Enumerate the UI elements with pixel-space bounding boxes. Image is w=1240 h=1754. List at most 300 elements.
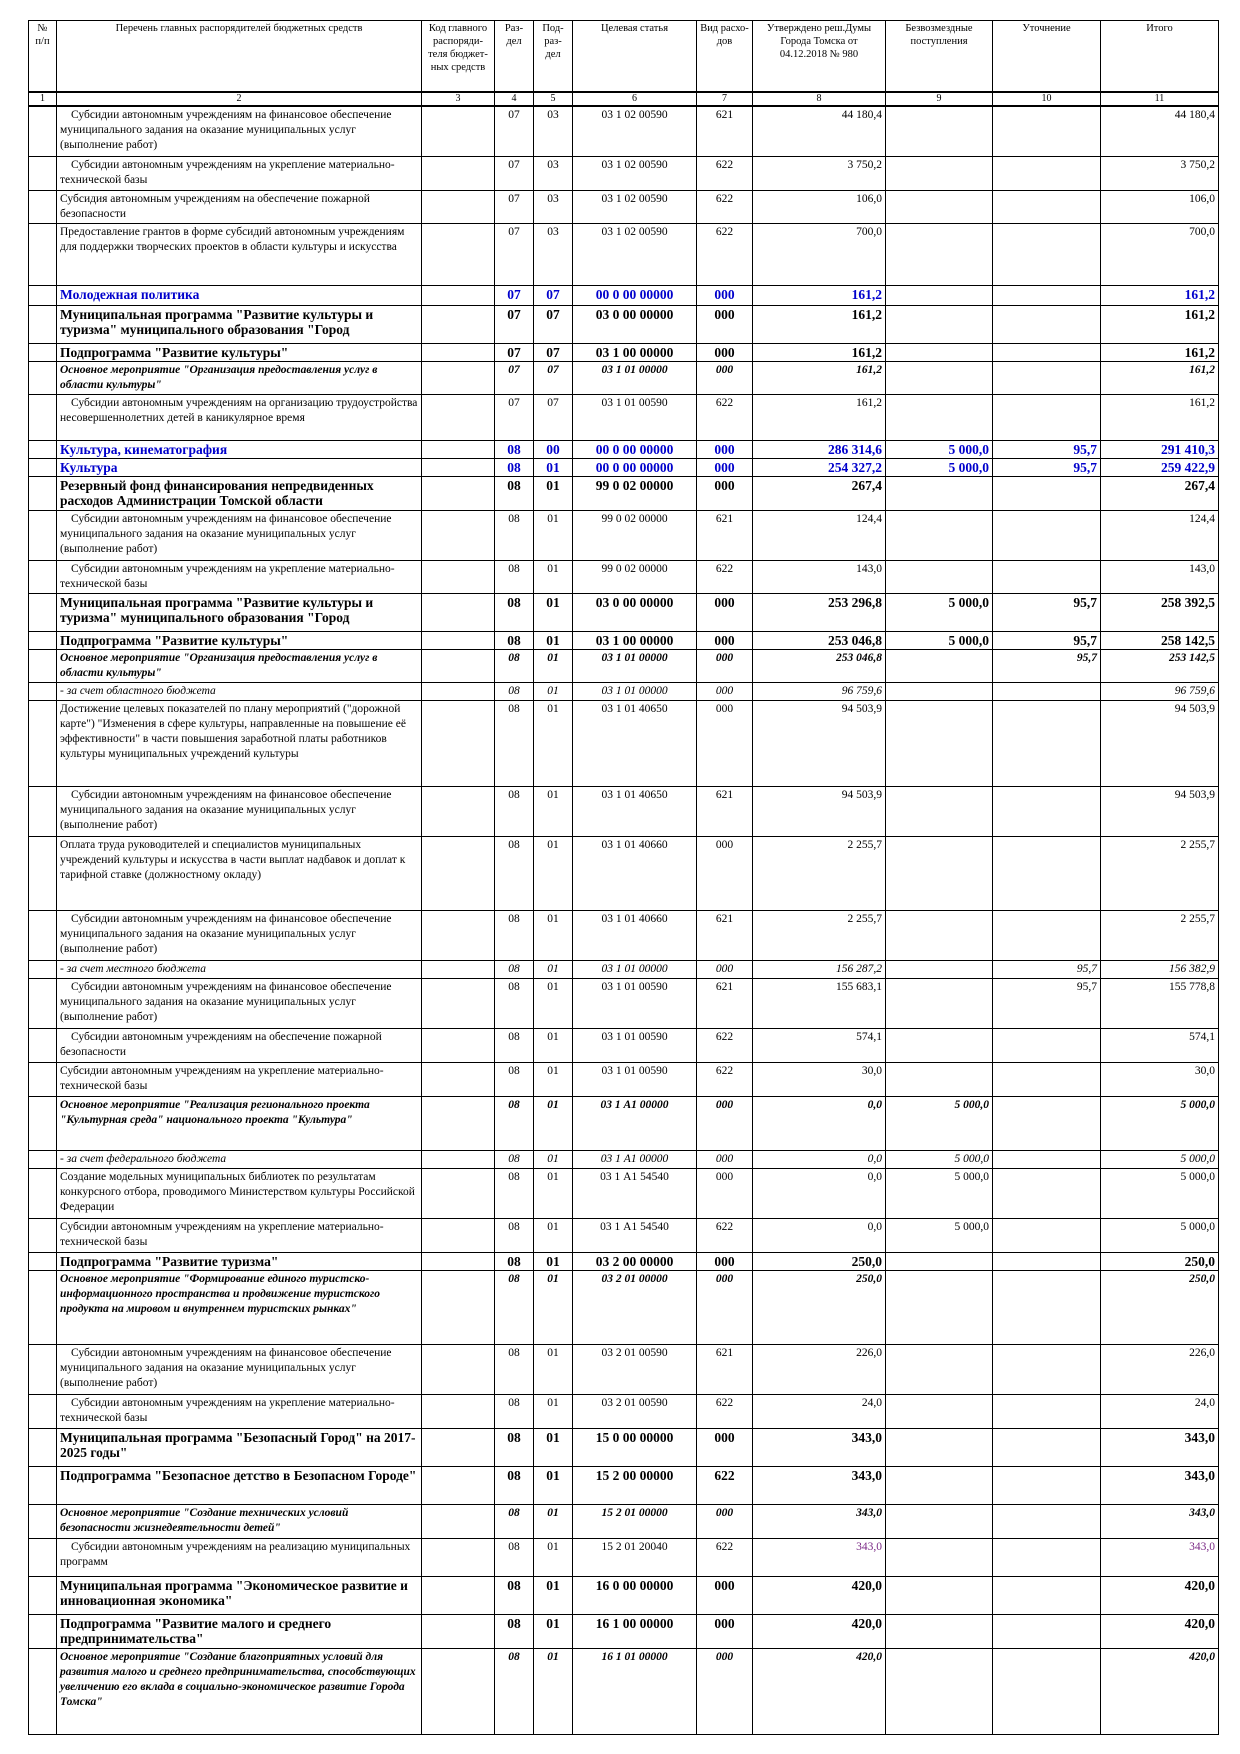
table-row [29,190,1219,223]
row-podrazdel: 01 [534,1504,573,1538]
header-index: № п/п [29,21,57,93]
row-podrazdel: 01 [534,1150,573,1168]
row-approved: 250,0 [753,1252,886,1270]
row-adjustment: 95,7 [993,593,1101,631]
row-name: Основное мероприятие "Создание благоприятных условий для развития малого и среднего предпринимательства, способствующих увеличению его вклада в социально-экономическое развитие Города Томска" [57,1648,422,1734]
row-total: 259 422,9 [1101,458,1219,476]
row-expense-type: 622 [697,560,753,593]
row-total: 250,0 [1101,1252,1219,1270]
row-code [422,786,495,836]
row-target: 03 1 02 00590 [573,190,697,223]
row-target: 03 1 А1 54540 [573,1168,697,1218]
row-name: Подпрограмма "Безопасное детство в Безопасном Городе" [57,1466,422,1504]
row-podrazdel: 07 [534,361,573,394]
row-grants [886,1344,993,1394]
row-code [422,910,495,960]
row-approved: 143,0 [753,560,886,593]
row-adjustment [993,836,1101,910]
row-adjustment [993,343,1101,361]
row-adjustment [993,285,1101,305]
row-code [422,343,495,361]
row-expense-type: 622 [697,1538,753,1576]
row-grants [886,510,993,560]
table-row [29,440,1219,458]
row-target: 00 0 00 00000 [573,440,697,458]
row-code [422,631,495,649]
table-row [29,1428,1219,1466]
row-expense-type: 000 [697,700,753,786]
row-razdel: 08 [495,836,534,910]
row-name: Культура, кинематография [57,440,422,458]
row-approved: 700,0 [753,223,886,285]
row-code [422,1576,495,1614]
row-grants: 5 000,0 [886,1218,993,1252]
row-approved: 3 750,2 [753,156,886,190]
row-index [29,343,57,361]
row-total: 30,0 [1101,1062,1219,1096]
row-code [422,1466,495,1504]
table-row [29,305,1219,343]
row-approved: 30,0 [753,1062,886,1096]
row-adjustment [993,910,1101,960]
row-code [422,1428,495,1466]
row-code [422,1150,495,1168]
row-grants [886,1538,993,1576]
row-approved: 161,2 [753,361,886,394]
row-target: 03 1 02 00590 [573,223,697,285]
row-target: 03 1 01 00000 [573,682,697,700]
row-approved: 0,0 [753,1096,886,1150]
row-code [422,649,495,682]
row-index [29,1648,57,1734]
row-name: - за счет местного бюджета [57,960,422,978]
row-adjustment [993,1428,1101,1466]
table-row [29,1648,1219,1734]
row-approved: 96 759,6 [753,682,886,700]
row-approved: 94 503,9 [753,786,886,836]
row-adjustment [993,190,1101,223]
row-expense-type: 000 [697,1150,753,1168]
row-approved: 2 255,7 [753,910,886,960]
row-target: 03 1 01 00000 [573,960,697,978]
row-target: 15 2 01 20040 [573,1538,697,1576]
row-razdel: 08 [495,1168,534,1218]
row-code [422,1028,495,1062]
row-code [422,190,495,223]
row-total: 24,0 [1101,1394,1219,1428]
row-total: 106,0 [1101,190,1219,223]
row-index [29,361,57,394]
row-razdel: 08 [495,1538,534,1576]
row-podrazdel: 01 [534,1168,573,1218]
row-podrazdel: 01 [534,649,573,682]
row-target: 15 2 01 00000 [573,1504,697,1538]
row-target: 03 1 01 40650 [573,700,697,786]
row-code [422,394,495,440]
row-grants [886,978,993,1028]
row-podrazdel: 03 [534,223,573,285]
row-name: - за счет областного бюджета [57,682,422,700]
row-total: 291 410,3 [1101,440,1219,458]
row-podrazdel: 01 [534,476,573,510]
row-adjustment: 95,7 [993,960,1101,978]
row-grants: 5 000,0 [886,458,993,476]
row-adjustment [993,1252,1101,1270]
row-expense-type: 621 [697,106,753,156]
row-approved: 155 683,1 [753,978,886,1028]
row-index [29,285,57,305]
row-code [422,593,495,631]
table-row [29,1168,1219,1218]
table-row [29,510,1219,560]
row-grants: 5 000,0 [886,1096,993,1150]
table-row [29,1270,1219,1344]
row-total: 343,0 [1101,1466,1219,1504]
row-razdel: 08 [495,458,534,476]
row-approved: 161,2 [753,285,886,305]
row-total: 124,4 [1101,510,1219,560]
column-number: 11 [1101,92,1219,106]
row-adjustment [993,1614,1101,1648]
row-razdel: 07 [495,343,534,361]
row-razdel: 07 [495,190,534,223]
row-name: Субсидии автономным учреждениям на укрепление материально-технической базы [57,1394,422,1428]
row-expense-type: 621 [697,1344,753,1394]
column-number: 1 [29,92,57,106]
row-grants: 5 000,0 [886,1150,993,1168]
row-target: 03 1 01 00000 [573,361,697,394]
row-podrazdel: 01 [534,1096,573,1150]
row-grants: 5 000,0 [886,1168,993,1218]
row-target: 03 1 01 40650 [573,786,697,836]
row-approved: 161,2 [753,394,886,440]
row-adjustment [993,510,1101,560]
row-target: 00 0 00 00000 [573,285,697,305]
row-target: 16 1 00 00000 [573,1614,697,1648]
row-total: 143,0 [1101,560,1219,593]
row-total: 343,0 [1101,1504,1219,1538]
row-code [422,458,495,476]
row-index [29,1394,57,1428]
row-name: Субсидии автономным учреждениям на финансовое обеспечение муниципального задания на оказание муниципальных услуг (выполнение работ) [57,510,422,560]
row-target: 16 1 01 00000 [573,1648,697,1734]
row-target: 03 2 01 00590 [573,1394,697,1428]
row-approved: 0,0 [753,1150,886,1168]
row-target: 03 1 А1 00000 [573,1150,697,1168]
row-name: Муниципальная программа "Безопасный Город" на 2017- 2025 годы" [57,1428,422,1466]
row-podrazdel: 01 [534,1648,573,1734]
row-razdel: 08 [495,510,534,560]
row-expense-type: 000 [697,361,753,394]
row-expense-type: 000 [697,476,753,510]
row-total: 96 759,6 [1101,682,1219,700]
row-expense-type: 621 [697,510,753,560]
row-name: Подпрограмма "Развитие культуры" [57,343,422,361]
row-podrazdel: 07 [534,285,573,305]
row-razdel: 08 [495,1270,534,1344]
row-adjustment [993,361,1101,394]
row-razdel: 07 [495,285,534,305]
row-name: Субсидии автономным учреждениям на реализацию муниципальных программ [57,1538,422,1576]
row-total: 5 000,0 [1101,1168,1219,1218]
row-code [422,1218,495,1252]
table-row [29,910,1219,960]
row-name: Основное мероприятие "Создание технических условий безопасности жизнедеятельности детей" [57,1504,422,1538]
row-podrazdel: 01 [534,1614,573,1648]
column-number: 10 [993,92,1101,106]
row-razdel: 08 [495,1648,534,1734]
row-total: 420,0 [1101,1648,1219,1734]
row-code [422,1168,495,1218]
row-approved: 106,0 [753,190,886,223]
row-expense-type: 622 [697,394,753,440]
table-row [29,476,1219,510]
row-razdel: 08 [495,593,534,631]
row-index [29,106,57,156]
row-target: 03 2 00 00000 [573,1252,697,1270]
row-total: 420,0 [1101,1576,1219,1614]
row-total: 250,0 [1101,1270,1219,1344]
row-index [29,786,57,836]
row-approved: 161,2 [753,305,886,343]
row-adjustment [993,1096,1101,1150]
row-approved: 420,0 [753,1576,886,1614]
row-index [29,1344,57,1394]
row-expense-type: 000 [697,440,753,458]
table-row [29,560,1219,593]
row-name: Субсидии автономным учреждениям на финансовое обеспечение муниципального задания на оказание муниципальных услуг (выполнение работ) [57,910,422,960]
row-name: Основное мероприятие "Реализация регионального проекта "Культурная среда" национального проекта "Культура" [57,1096,422,1150]
row-total: 2 255,7 [1101,836,1219,910]
row-adjustment [993,1538,1101,1576]
table-row [29,458,1219,476]
row-grants [886,1648,993,1734]
row-razdel: 08 [495,978,534,1028]
row-podrazdel: 01 [534,786,573,836]
row-index [29,1252,57,1270]
row-razdel: 08 [495,1252,534,1270]
row-name: Субсидия автономным учреждениям на обеспечение пожарной безопасности [57,190,422,223]
row-grants [886,1252,993,1270]
row-grants: 5 000,0 [886,631,993,649]
row-name: Резервный фонд финансирования непредвиденных расходов Администрации Томской области [57,476,422,510]
row-index [29,649,57,682]
row-name: Муниципальная программа "Развитие культуры и туризма" муниципального образования "Город [57,305,422,343]
row-target: 03 0 00 00000 [573,305,697,343]
row-approved: 24,0 [753,1394,886,1428]
row-grants [886,343,993,361]
header-total: Итого [1101,21,1219,93]
row-razdel: 08 [495,910,534,960]
row-podrazdel: 01 [534,1028,573,1062]
row-expense-type: 000 [697,305,753,343]
row-target: 03 1 02 00590 [573,106,697,156]
row-name: Достижение целевых показателей по плану мероприятий ("дорожной карте") "Изменения в сфере культуры, направленные на повышение её эффективности" в части повышения заработной платы работников культуры муниципальных учреждений культуры [57,700,422,786]
row-podrazdel: 01 [534,700,573,786]
row-adjustment [993,1150,1101,1168]
row-adjustment [993,1028,1101,1062]
row-total: 161,2 [1101,361,1219,394]
row-approved: 2 255,7 [753,836,886,910]
row-total: 161,2 [1101,305,1219,343]
row-expense-type: 622 [697,190,753,223]
row-name: Субсидии автономным учреждениям на укрепление материально-технической базы [57,1062,422,1096]
row-total: 574,1 [1101,1028,1219,1062]
row-code [422,1344,495,1394]
row-target: 99 0 02 00000 [573,476,697,510]
row-total: 161,2 [1101,343,1219,361]
header-name: Перечень главных распорядителей бюджетных средств [57,21,422,93]
row-index [29,223,57,285]
row-podrazdel: 01 [534,593,573,631]
row-adjustment [993,560,1101,593]
row-grants [886,361,993,394]
row-target: 03 1 01 40660 [573,910,697,960]
row-adjustment [993,305,1101,343]
row-razdel: 08 [495,1218,534,1252]
row-expense-type: 621 [697,978,753,1028]
row-code [422,682,495,700]
row-expense-type: 000 [697,960,753,978]
row-total: 5 000,0 [1101,1218,1219,1252]
row-expense-type: 622 [697,156,753,190]
table-row [29,1576,1219,1614]
row-expense-type: 622 [697,223,753,285]
row-expense-type: 000 [697,593,753,631]
row-grants [886,1576,993,1614]
row-expense-type: 000 [697,1614,753,1648]
row-razdel: 08 [495,476,534,510]
row-adjustment [993,394,1101,440]
table-row [29,285,1219,305]
row-approved: 253 046,8 [753,631,886,649]
row-approved: 156 287,2 [753,960,886,978]
row-razdel: 08 [495,1428,534,1466]
row-grants [886,960,993,978]
table-row [29,223,1219,285]
row-razdel: 07 [495,361,534,394]
row-approved: 254 327,2 [753,458,886,476]
row-index [29,631,57,649]
row-expense-type: 000 [697,1270,753,1344]
column-number: 6 [573,92,697,106]
row-target: 15 0 00 00000 [573,1428,697,1466]
row-name: Субсидии автономным учреждениям на укрепление материально-технической базы [57,156,422,190]
row-index [29,476,57,510]
row-index [29,440,57,458]
table-row [29,1252,1219,1270]
row-index [29,910,57,960]
table-row [29,361,1219,394]
row-name: Предоставление грантов в форме субсидий автономным учреждениям для поддержки творческих проектов в области культуры и искусства [57,223,422,285]
row-index [29,305,57,343]
row-approved: 0,0 [753,1218,886,1252]
row-expense-type: 000 [697,649,753,682]
row-index [29,700,57,786]
row-code [422,1270,495,1344]
table-body [29,106,1219,1734]
row-grants [886,394,993,440]
row-expense-type: 000 [697,631,753,649]
row-name: Основное мероприятие "Организация предоставления услуг в области культуры" [57,361,422,394]
row-index [29,1096,57,1150]
row-podrazdel: 01 [534,560,573,593]
row-podrazdel: 01 [534,682,573,700]
row-total: 420,0 [1101,1614,1219,1648]
table-row [29,156,1219,190]
row-index [29,593,57,631]
row-razdel: 08 [495,786,534,836]
table-row [29,1096,1219,1150]
row-approved: 253 296,8 [753,593,886,631]
row-code [422,305,495,343]
row-total: 161,2 [1101,394,1219,440]
row-adjustment [993,1576,1101,1614]
row-grants [886,1614,993,1648]
row-grants [886,106,993,156]
row-expense-type: 622 [697,1218,753,1252]
row-index [29,1428,57,1466]
row-name: Субсидии автономным учреждениям на финансовое обеспечение муниципального задания на оказание муниципальных услуг (выполнение работ) [57,1344,422,1394]
row-index [29,836,57,910]
row-index [29,978,57,1028]
column-number: 8 [753,92,886,106]
row-expense-type: 000 [697,1504,753,1538]
row-target: 03 1 00 00000 [573,343,697,361]
row-podrazdel: 03 [534,156,573,190]
row-approved: 250,0 [753,1270,886,1344]
row-adjustment [993,476,1101,510]
row-target: 03 2 01 00590 [573,1344,697,1394]
row-approved: 0,0 [753,1168,886,1218]
row-podrazdel: 01 [534,631,573,649]
row-total: 44 180,4 [1101,106,1219,156]
row-grants [886,285,993,305]
row-grants [886,223,993,285]
row-podrazdel: 03 [534,190,573,223]
row-name: Субсидии автономным учреждениям на укрепление материально-технической базы [57,1218,422,1252]
row-razdel: 07 [495,394,534,440]
row-grants [886,1504,993,1538]
row-grants [886,910,993,960]
row-adjustment [993,1648,1101,1734]
row-target: 03 0 00 00000 [573,593,697,631]
row-adjustment [993,682,1101,700]
row-code [422,1096,495,1150]
row-approved: 267,4 [753,476,886,510]
row-adjustment [993,700,1101,786]
table-row [29,1062,1219,1096]
row-razdel: 08 [495,1504,534,1538]
row-grants [886,836,993,910]
row-total: 161,2 [1101,285,1219,305]
row-index [29,1168,57,1218]
row-razdel: 08 [495,1344,534,1394]
table-row [29,960,1219,978]
row-podrazdel: 03 [534,106,573,156]
row-expense-type: 000 [697,458,753,476]
row-razdel: 08 [495,682,534,700]
row-total: 267,4 [1101,476,1219,510]
row-adjustment: 95,7 [993,631,1101,649]
row-razdel: 08 [495,631,534,649]
row-grants [886,700,993,786]
table-row [29,682,1219,700]
row-total: 226,0 [1101,1344,1219,1394]
row-grants [886,1028,993,1062]
row-podrazdel: 00 [534,440,573,458]
row-index [29,458,57,476]
